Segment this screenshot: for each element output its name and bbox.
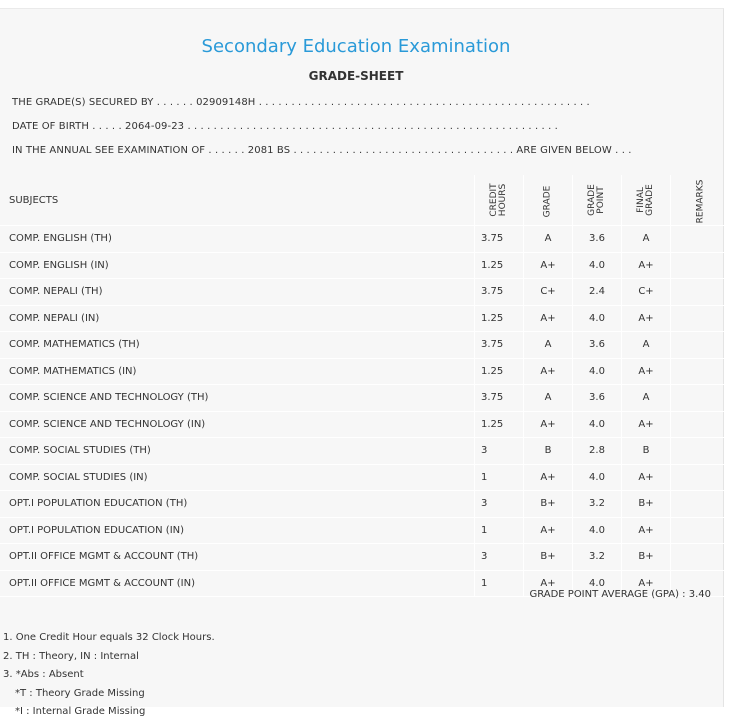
remarks-cell xyxy=(671,411,731,438)
credit-hours-cell: 1.25 xyxy=(475,411,524,438)
remarks-cell xyxy=(671,464,731,491)
final-grade-cell: B+ xyxy=(622,491,671,518)
table-row xyxy=(0,385,730,412)
grade-point-cell: 2.8 xyxy=(573,438,622,465)
note-item: 1. One Credit Hour equals 32 Clock Hours. xyxy=(3,632,215,643)
header-grade-label: GRADE xyxy=(542,185,553,217)
grade-point-cell: 3.6 xyxy=(573,332,622,359)
grade-cell: A xyxy=(524,226,573,253)
final-grade-cell: A+ xyxy=(622,305,671,332)
credit-hours-cell: 3 xyxy=(475,491,524,518)
exam-year: 2081 BS xyxy=(247,145,291,156)
header-subjects: SUBJECTS xyxy=(0,175,475,226)
grade-point-cell: 3.6 xyxy=(573,385,622,412)
exam-tail: ARE GIVEN BELOW . . . xyxy=(516,145,632,156)
table-row xyxy=(0,411,730,438)
remarks-cell xyxy=(671,491,731,518)
secured-by-label: THE GRADE(S) SECURED BY . . . . . . xyxy=(12,97,193,108)
header-grade-point-label: GRADE POINT xyxy=(587,184,606,216)
grade-cell: A+ xyxy=(524,570,573,597)
grade-cell: A+ xyxy=(524,411,573,438)
remarks-cell xyxy=(671,332,731,359)
credit-hours-cell: 1 xyxy=(475,464,524,491)
header-grade xyxy=(524,175,573,226)
table-row xyxy=(0,332,730,359)
grade-cell: A+ xyxy=(524,464,573,491)
dob-line xyxy=(12,121,558,132)
header-remarks-label: REMARKS xyxy=(694,179,705,223)
subject-cell: COMP. NEPALI (TH) xyxy=(0,279,475,306)
exam-line xyxy=(12,145,632,156)
header-credit-hours-label: CREDIT HOURS xyxy=(489,183,508,217)
grade-point-cell: 4.0 xyxy=(573,570,622,597)
dob-value: 2064-09-23 xyxy=(125,121,185,132)
final-grade-cell: C+ xyxy=(622,279,671,306)
final-grade-cell: A+ xyxy=(622,570,671,597)
grade-cell: B+ xyxy=(524,491,573,518)
remarks-cell xyxy=(671,438,731,465)
table-row xyxy=(0,464,730,491)
notes xyxy=(3,629,215,722)
header-credit-hours xyxy=(475,175,524,226)
header-final-grade-label: FINAL GRADE xyxy=(636,184,655,216)
credit-hours-cell: 1 xyxy=(475,570,524,597)
secured-by-dots: . . . . . . . . . . . . . . . . . . . . . . . . . . . . . . . . . . . . . . . . . . . . . . . . . . . xyxy=(258,97,590,108)
table-row xyxy=(0,517,730,544)
grade-point-cell: 3.2 xyxy=(573,544,622,571)
grades-table xyxy=(0,175,730,597)
credit-hours-cell: 3.75 xyxy=(475,385,524,412)
remarks-cell xyxy=(671,252,731,279)
credit-hours-cell: 3.75 xyxy=(475,226,524,253)
table-row xyxy=(0,305,730,332)
credit-hours-cell: 1.25 xyxy=(475,305,524,332)
remarks-cell xyxy=(671,544,731,571)
note-item: *I : Internal Grade Missing xyxy=(15,706,146,717)
grade-cell: B+ xyxy=(524,544,573,571)
subject-cell: COMP. SOCIAL STUDIES (IN) xyxy=(0,464,475,491)
exam-label: IN THE ANNUAL SEE EXAMINATION OF . . . . . . xyxy=(12,145,245,156)
final-grade-cell: A xyxy=(622,226,671,253)
symbol-number: 02909148H xyxy=(196,97,256,108)
subject-cell: COMP. SCIENCE AND TECHNOLOGY (IN) xyxy=(0,411,475,438)
grade-point-cell: 4.0 xyxy=(573,305,622,332)
table-row xyxy=(0,491,730,518)
subject-cell: COMP. ENGLISH (IN) xyxy=(0,252,475,279)
exam-dots: . . . . . . . . . . . . . . . . . . . . . . . . . . . . . . . . . . xyxy=(293,145,514,156)
grade-cell: A+ xyxy=(524,305,573,332)
remarks-cell xyxy=(671,517,731,544)
grade-point-cell: 4.0 xyxy=(573,411,622,438)
grade-point-cell: 2.4 xyxy=(573,279,622,306)
credit-hours-cell: 1.25 xyxy=(475,252,524,279)
remarks-cell xyxy=(671,385,731,412)
subject-cell: OPT.I POPULATION EDUCATION (TH) xyxy=(0,491,475,518)
grade-cell: A xyxy=(524,332,573,359)
grades-table-body xyxy=(0,226,730,597)
table-row xyxy=(0,438,730,465)
grade-cell: A+ xyxy=(524,517,573,544)
header-grade-point xyxy=(573,175,622,226)
credit-hours-cell: 1.25 xyxy=(475,358,524,385)
table-row xyxy=(0,358,730,385)
grade-sheet xyxy=(0,8,724,717)
page-subtitle: GRADE-SHEET xyxy=(308,69,404,83)
grade-point-cell: 3.2 xyxy=(573,491,622,518)
subject-cell: OPT.II OFFICE MGMT & ACCOUNT (IN) xyxy=(0,570,475,597)
credit-hours-cell: 3.75 xyxy=(475,279,524,306)
credit-hours-cell: 3 xyxy=(475,438,524,465)
subject-cell: COMP. SOCIAL STUDIES (TH) xyxy=(0,438,475,465)
dob-label: DATE OF BIRTH . . . . . xyxy=(12,121,122,132)
table-header-row xyxy=(0,175,730,226)
header-final-grade xyxy=(622,175,671,226)
remarks-cell xyxy=(671,358,731,385)
table-row xyxy=(0,279,730,306)
remarks-cell xyxy=(671,226,731,253)
subject-cell: OPT.II OFFICE MGMT & ACCOUNT (TH) xyxy=(0,544,475,571)
remarks-cell xyxy=(671,279,731,306)
final-grade-cell: A+ xyxy=(622,411,671,438)
grade-point-cell: 4.0 xyxy=(573,358,622,385)
subject-cell: COMP. NEPALI (IN) xyxy=(0,305,475,332)
dob-dots: . . . . . . . . . . . . . . . . . . . . . . . . . . . . . . . . . . . . . . . . . . . . . . . . . . . . . . . . . xyxy=(187,121,558,132)
grade-point-cell: 4.0 xyxy=(573,464,622,491)
subject-cell: COMP. MATHEMATICS (IN) xyxy=(0,358,475,385)
note-item: *T : Theory Grade Missing xyxy=(15,687,145,699)
grade-cell: A+ xyxy=(524,252,573,279)
secured-by-line xyxy=(12,97,590,108)
subject-cell: COMP. ENGLISH (TH) xyxy=(0,226,475,253)
final-grade-cell: A+ xyxy=(622,252,671,279)
header-remarks xyxy=(671,175,731,226)
subject-cell: COMP. SCIENCE AND TECHNOLOGY (TH) xyxy=(0,385,475,412)
grade-cell: A+ xyxy=(524,358,573,385)
table-row xyxy=(0,252,730,279)
grade-point-cell: 4.0 xyxy=(573,517,622,544)
remarks-cell xyxy=(671,305,731,332)
final-grade-cell: A+ xyxy=(622,358,671,385)
table-row xyxy=(0,544,730,571)
grade-point-cell: 4.0 xyxy=(573,252,622,279)
final-grade-cell: A xyxy=(622,332,671,359)
subject-cell: COMP. MATHEMATICS (TH) xyxy=(0,332,475,359)
note-item: 3. *Abs : Absent xyxy=(3,669,84,680)
credit-hours-cell: 3 xyxy=(475,544,524,571)
final-grade-cell: A+ xyxy=(622,464,671,491)
table-row xyxy=(0,226,730,253)
page-title: Secondary Education Examination xyxy=(201,36,511,57)
final-grade-cell: A+ xyxy=(622,517,671,544)
note-item: 2. TH : Theory, IN : Internal xyxy=(3,650,139,662)
final-grade-cell: B+ xyxy=(622,544,671,571)
grade-cell: C+ xyxy=(524,279,573,306)
grade-point-cell: 3.6 xyxy=(573,226,622,253)
final-grade-cell: B xyxy=(622,438,671,465)
final-grade-cell: A xyxy=(622,385,671,412)
credit-hours-cell: 1 xyxy=(475,517,524,544)
credit-hours-cell: 3.75 xyxy=(475,332,524,359)
subject-cell: OPT.I POPULATION EDUCATION (IN) xyxy=(0,517,475,544)
grade-cell: B xyxy=(524,438,573,465)
grade-cell: A xyxy=(524,385,573,412)
gpa-summary: GRADE POINT AVERAGE (GPA) : 3.40 xyxy=(529,589,711,600)
